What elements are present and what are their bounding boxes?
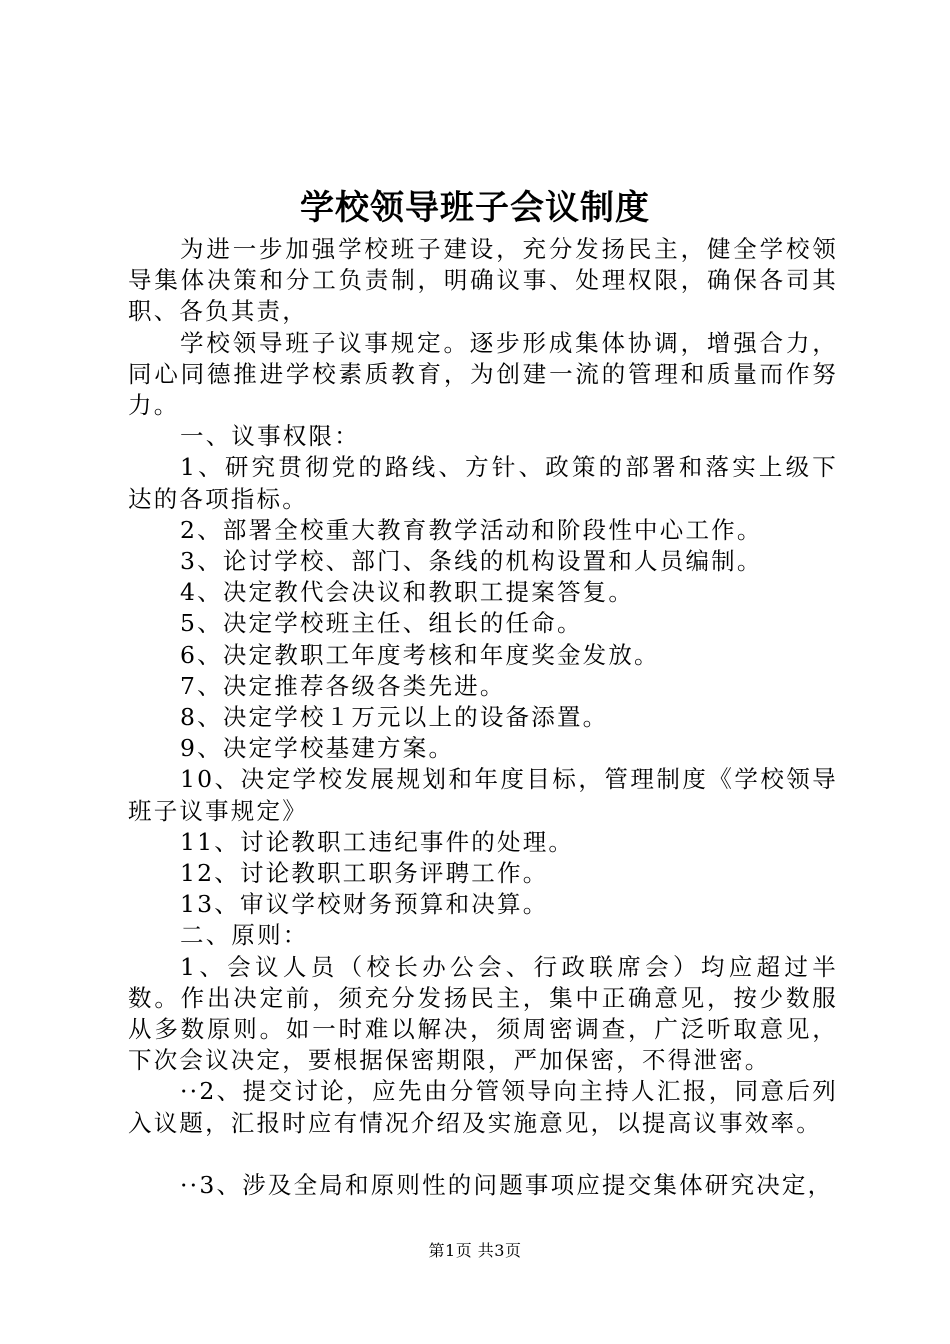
list-item: 8、决定学校１万元以上的设备添置。 — [180, 703, 609, 732]
list-item: 2、部署全校重大教育教学活动和阶段性中心工作。 — [180, 515, 763, 544]
paragraph: 学校领导班子议事规定。逐步形成集体协调，增强合力，同心同德推进学校素质教育，为创建一流的管理和质量而作努力。 — [128, 328, 838, 420]
list-item: 11、讨论教职工违纪事件的处理。 — [180, 827, 575, 856]
section-heading: 二、原则： — [180, 921, 309, 950]
list-item: ··2、提交讨论，应先由分管领导向主持人汇报，同意后列入议题，汇报时应有情况介绍及实施意见，以提高议事效率。 — [128, 1077, 838, 1137]
document-body — [128, 234, 838, 1201]
list-item: 9、决定学校基建方案。 — [180, 734, 455, 763]
page-number-footer: 第1页 共3页 — [428, 1241, 522, 1260]
list-item: 7、决定推荐各级各类先进。 — [180, 671, 506, 700]
list-item: 13、审议学校财务预算和决算。 — [180, 890, 549, 919]
paragraph: 为进一步加强学校班子建设，充分发扬民主，健全学校领导集体决策和分工负责制，明确议事、处理权限，确保各司其职、各负其责， — [128, 235, 838, 326]
list-item: 4、决定教代会决议和教职工提案答复。 — [180, 578, 635, 607]
list-item: 10、决定学校发展规划和年度目标，管理制度《学校领导班子议事规定》 — [128, 765, 838, 825]
list-item: 3、论讨学校、部门、条线的机构设置和人员编制。 — [180, 547, 763, 576]
list-item: 12、讨论教职工职务评聘工作。 — [180, 859, 549, 888]
list-item: 1、研究贯彻党的路线、方针、政策的部署和落实上级下达的各项指标。 — [128, 453, 838, 513]
list-item: 1、会议人员（校长办公会、行政联席会）均应超过半数。作出决定前，须充分发扬民主，集中正确意见，按少数服从多数原则。如一时难以解决，须周密调查，广泛听取意见，下次会议决定，要根据保密期限，严加保密，不得泄密。 — [128, 952, 838, 1075]
list-item: ··3、涉及全局和原则性的问题事项应提交集体研究决定， — [180, 1170, 834, 1199]
list-item: 5、决定学校班主任、组长的任命。 — [180, 609, 583, 638]
document-title: 学校领导班子会议制度 — [300, 188, 650, 228]
section-heading: 一、议事权限： — [180, 422, 360, 451]
list-item: 6、决定教职工年度考核和年度奖金发放。 — [180, 640, 660, 669]
